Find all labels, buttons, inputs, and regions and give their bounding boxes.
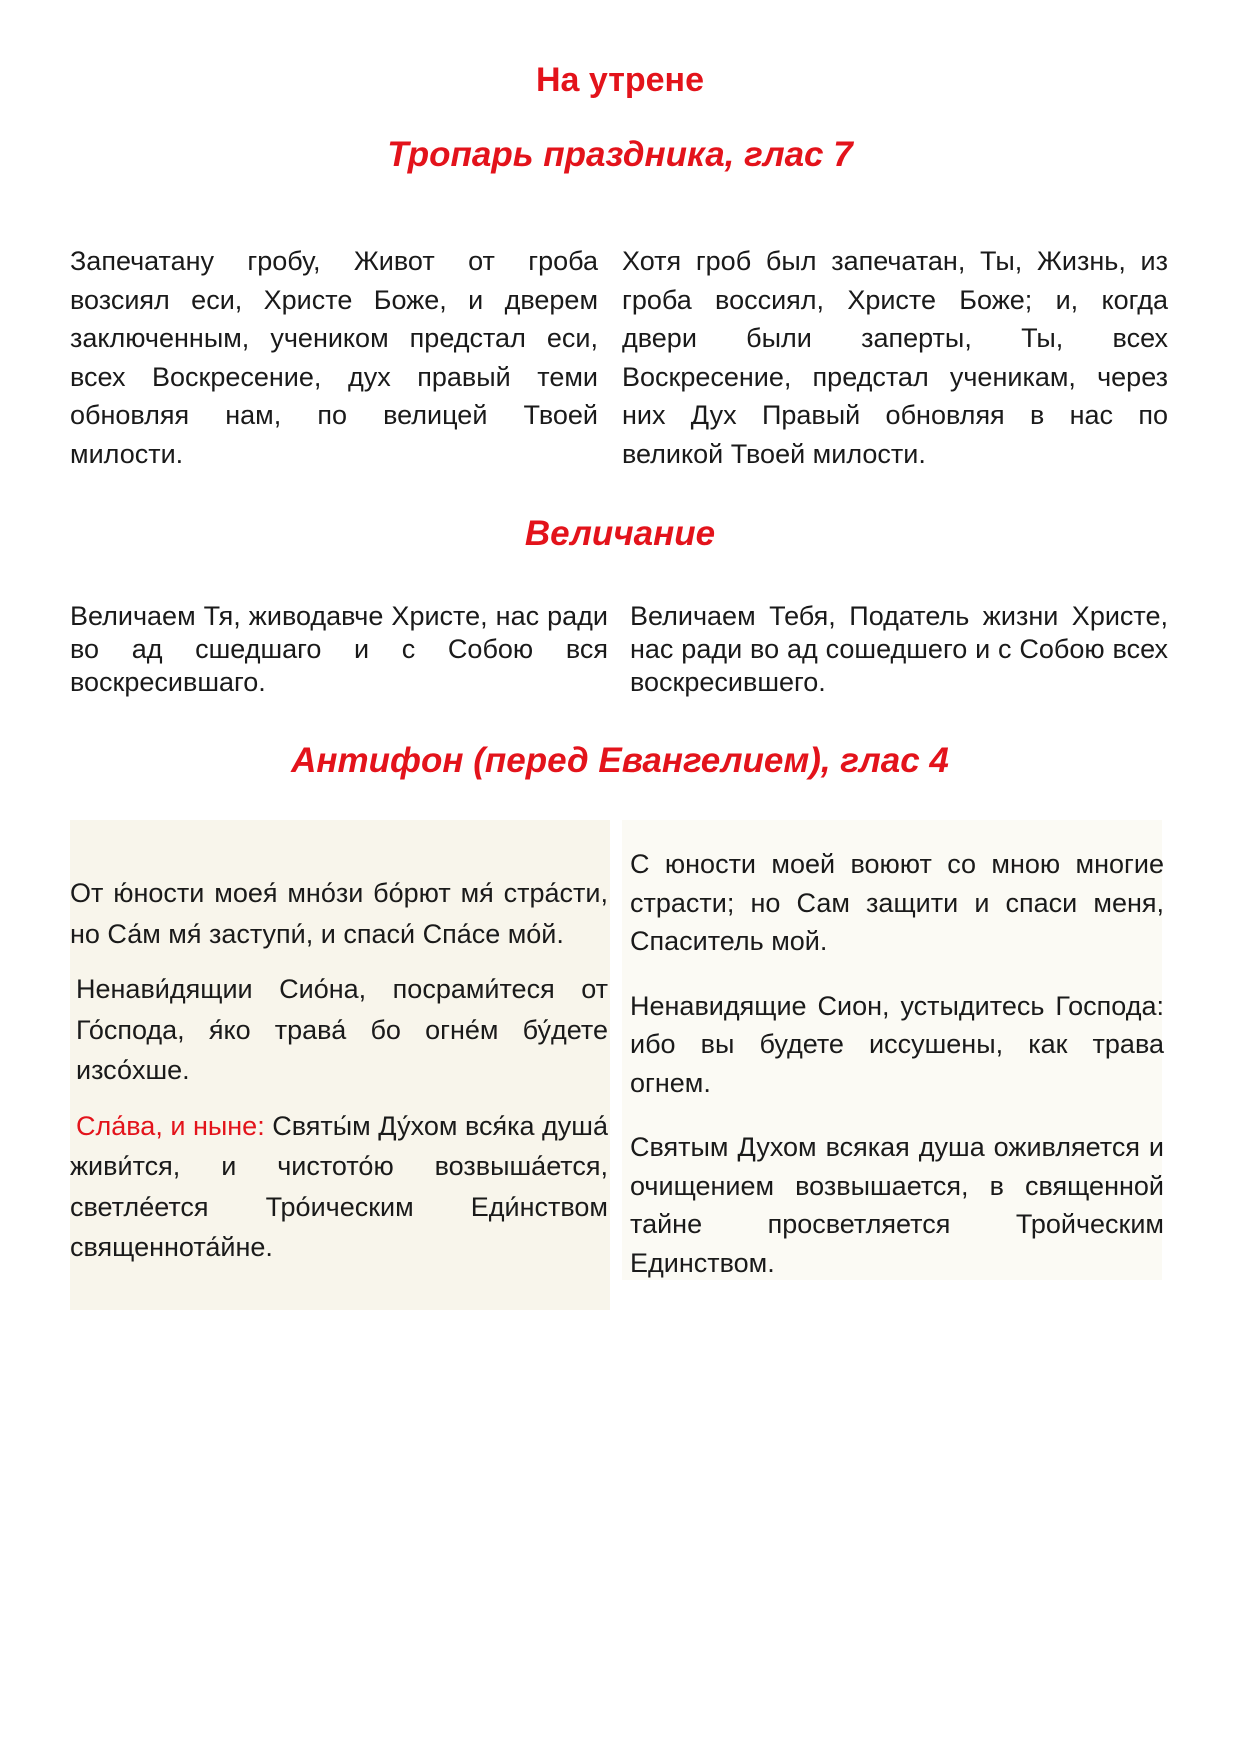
velichanie-slavonic-paragraph: Величаем Тя, живодавче Христе, нас ради во ад сшедшаго и с Собою вся воскресившаго. bbox=[70, 601, 608, 697]
troparion-slavonic-paragraph: Запечатану гробу, Живот от гроба возсиял еси, Христе Боже, и дверем заключенным, учеником предстал еси, всех Воскресение, дух правый теми обновляя нам, по велицей Твоей милости. bbox=[70, 246, 598, 469]
antiphon-russian-verse-2: Ненавидящие Сион, устыдитесь Господа: ибо вы будете иссушены, как трава огнем. bbox=[630, 990, 1164, 1098]
troparion-russian-paragraph: Хотя гроб был запечатан, Ты, Жизнь, из гроба воссиял, Христе Боже; и, когда двери были заперты, Ты, всех Воскресение, предстал ученикам, через них Дух Правый обновляя в нас по великой Твоей милости. bbox=[622, 246, 1168, 469]
antiphon-heading: Антифон (перед Евангелием), глас 4 bbox=[291, 741, 949, 780]
antiphon-russian-text bbox=[630, 845, 1164, 1282]
antiphon-russian-verse-1: С юности моей воюют со мною многие страсти; но Сам защити и спаси меня, Спаситель мой. bbox=[630, 849, 1164, 956]
velichanie-russian-text bbox=[630, 600, 1168, 699]
antiphon-slavonic-verse-2: Ненави́дящии Сио́на, посрами́теся от Го́спода, я́ко трава́ бо огне́м бу́дете изсо́хше. bbox=[76, 974, 608, 1085]
antiphon-slavonic-glory bbox=[70, 1106, 608, 1268]
troparion-russian-text bbox=[622, 242, 1168, 473]
velichanie-slavonic-text bbox=[70, 600, 608, 699]
velichanie-russian-paragraph: Величаем Тебя, Податель жизни Христе, нас ради во ад сошедшего и с Собою всех воскресившего. bbox=[630, 601, 1168, 697]
troparion-heading: Тропарь праздника, глас 7 bbox=[387, 135, 853, 174]
troparion-slavonic-text bbox=[70, 242, 598, 473]
velichanie-heading: Величание bbox=[524, 514, 716, 553]
section-title-matins: На утрене bbox=[535, 61, 704, 99]
antiphon-russian-verse-3: Святым Духом всякая душа оживляется и очищением возвышается, в священной тайне просветляется Тройческим Единством. bbox=[630, 1132, 1164, 1278]
glory-rubric: Сла́ва, и ныне: bbox=[76, 1110, 265, 1141]
antiphon-slavonic-text bbox=[70, 873, 608, 1268]
antiphon-slavonic-verse-1: От ю́ности моея́ мно́зи бо́рют мя́ стра́сти, но Са́м мя́ заступи́, и спаси́ Спа́се мо́й. bbox=[70, 878, 608, 949]
glory-text: Святы́м Ду́хом вся́ка душа́ живи́тся, и чистото́ю возвыша́ется, светле́ется Тро́ическим Еди́нством священнота́йне. bbox=[70, 1110, 608, 1262]
